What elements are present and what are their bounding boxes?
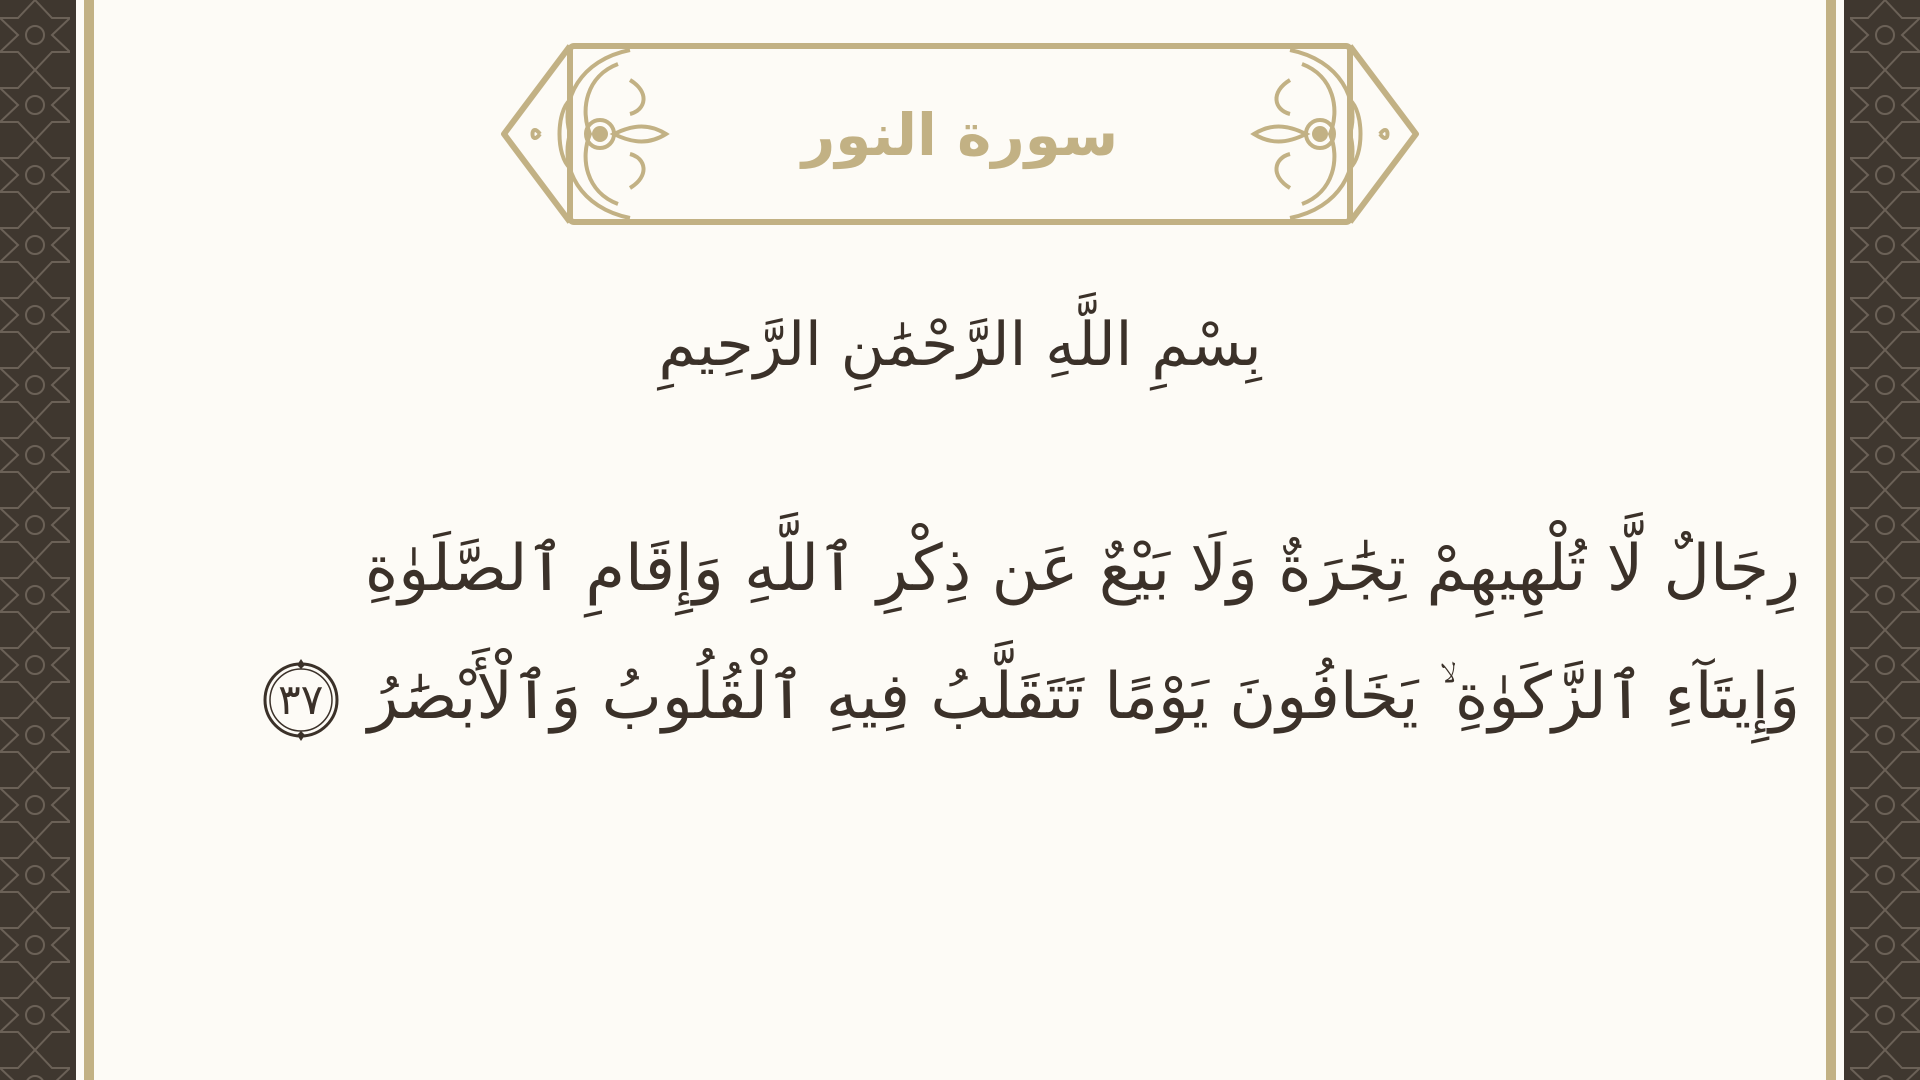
geometric-pattern-icon xyxy=(0,0,70,1080)
verse-line-1: رِجَالٌ لَّا تُلْهِيهِمْ تِجَٰرَةٌ وَلَا بَيْعٌ عَن ذِكْرِ ٱللَّهِ وَإِقَامِ ٱلصَّلَوٰةِ xyxy=(364,532,1800,606)
ayah-number: ٣٧ xyxy=(278,675,324,725)
left-pattern-border xyxy=(0,0,70,1080)
ayah-end-marker xyxy=(258,657,344,743)
right-pattern-border xyxy=(1850,0,1920,1080)
surah-title: سورة النور xyxy=(801,101,1119,169)
right-gold-border xyxy=(1826,0,1836,1080)
geometric-pattern-icon xyxy=(1850,0,1920,1080)
verse-text-block xyxy=(278,505,1800,761)
verse-line-2-text: وَإِيتَآءِ ٱلزَّكَوٰةِ ۙ يَخَافُونَ يَوْمًا تَتَقَلَّبُ فِيهِ ٱلْقُلُوبُ وَٱلْأَبْصَٰرُ xyxy=(367,660,1800,734)
surah-header-frame xyxy=(500,40,1420,230)
right-inner-border xyxy=(1844,0,1850,1080)
left-gold-border xyxy=(84,0,94,1080)
left-inner-border xyxy=(70,0,76,1080)
basmala: بِسْمِ اللَّهِ الرَّحْمَٰنِ الرَّحِيمِ xyxy=(658,310,1262,380)
verse-line-2 xyxy=(278,633,1800,761)
